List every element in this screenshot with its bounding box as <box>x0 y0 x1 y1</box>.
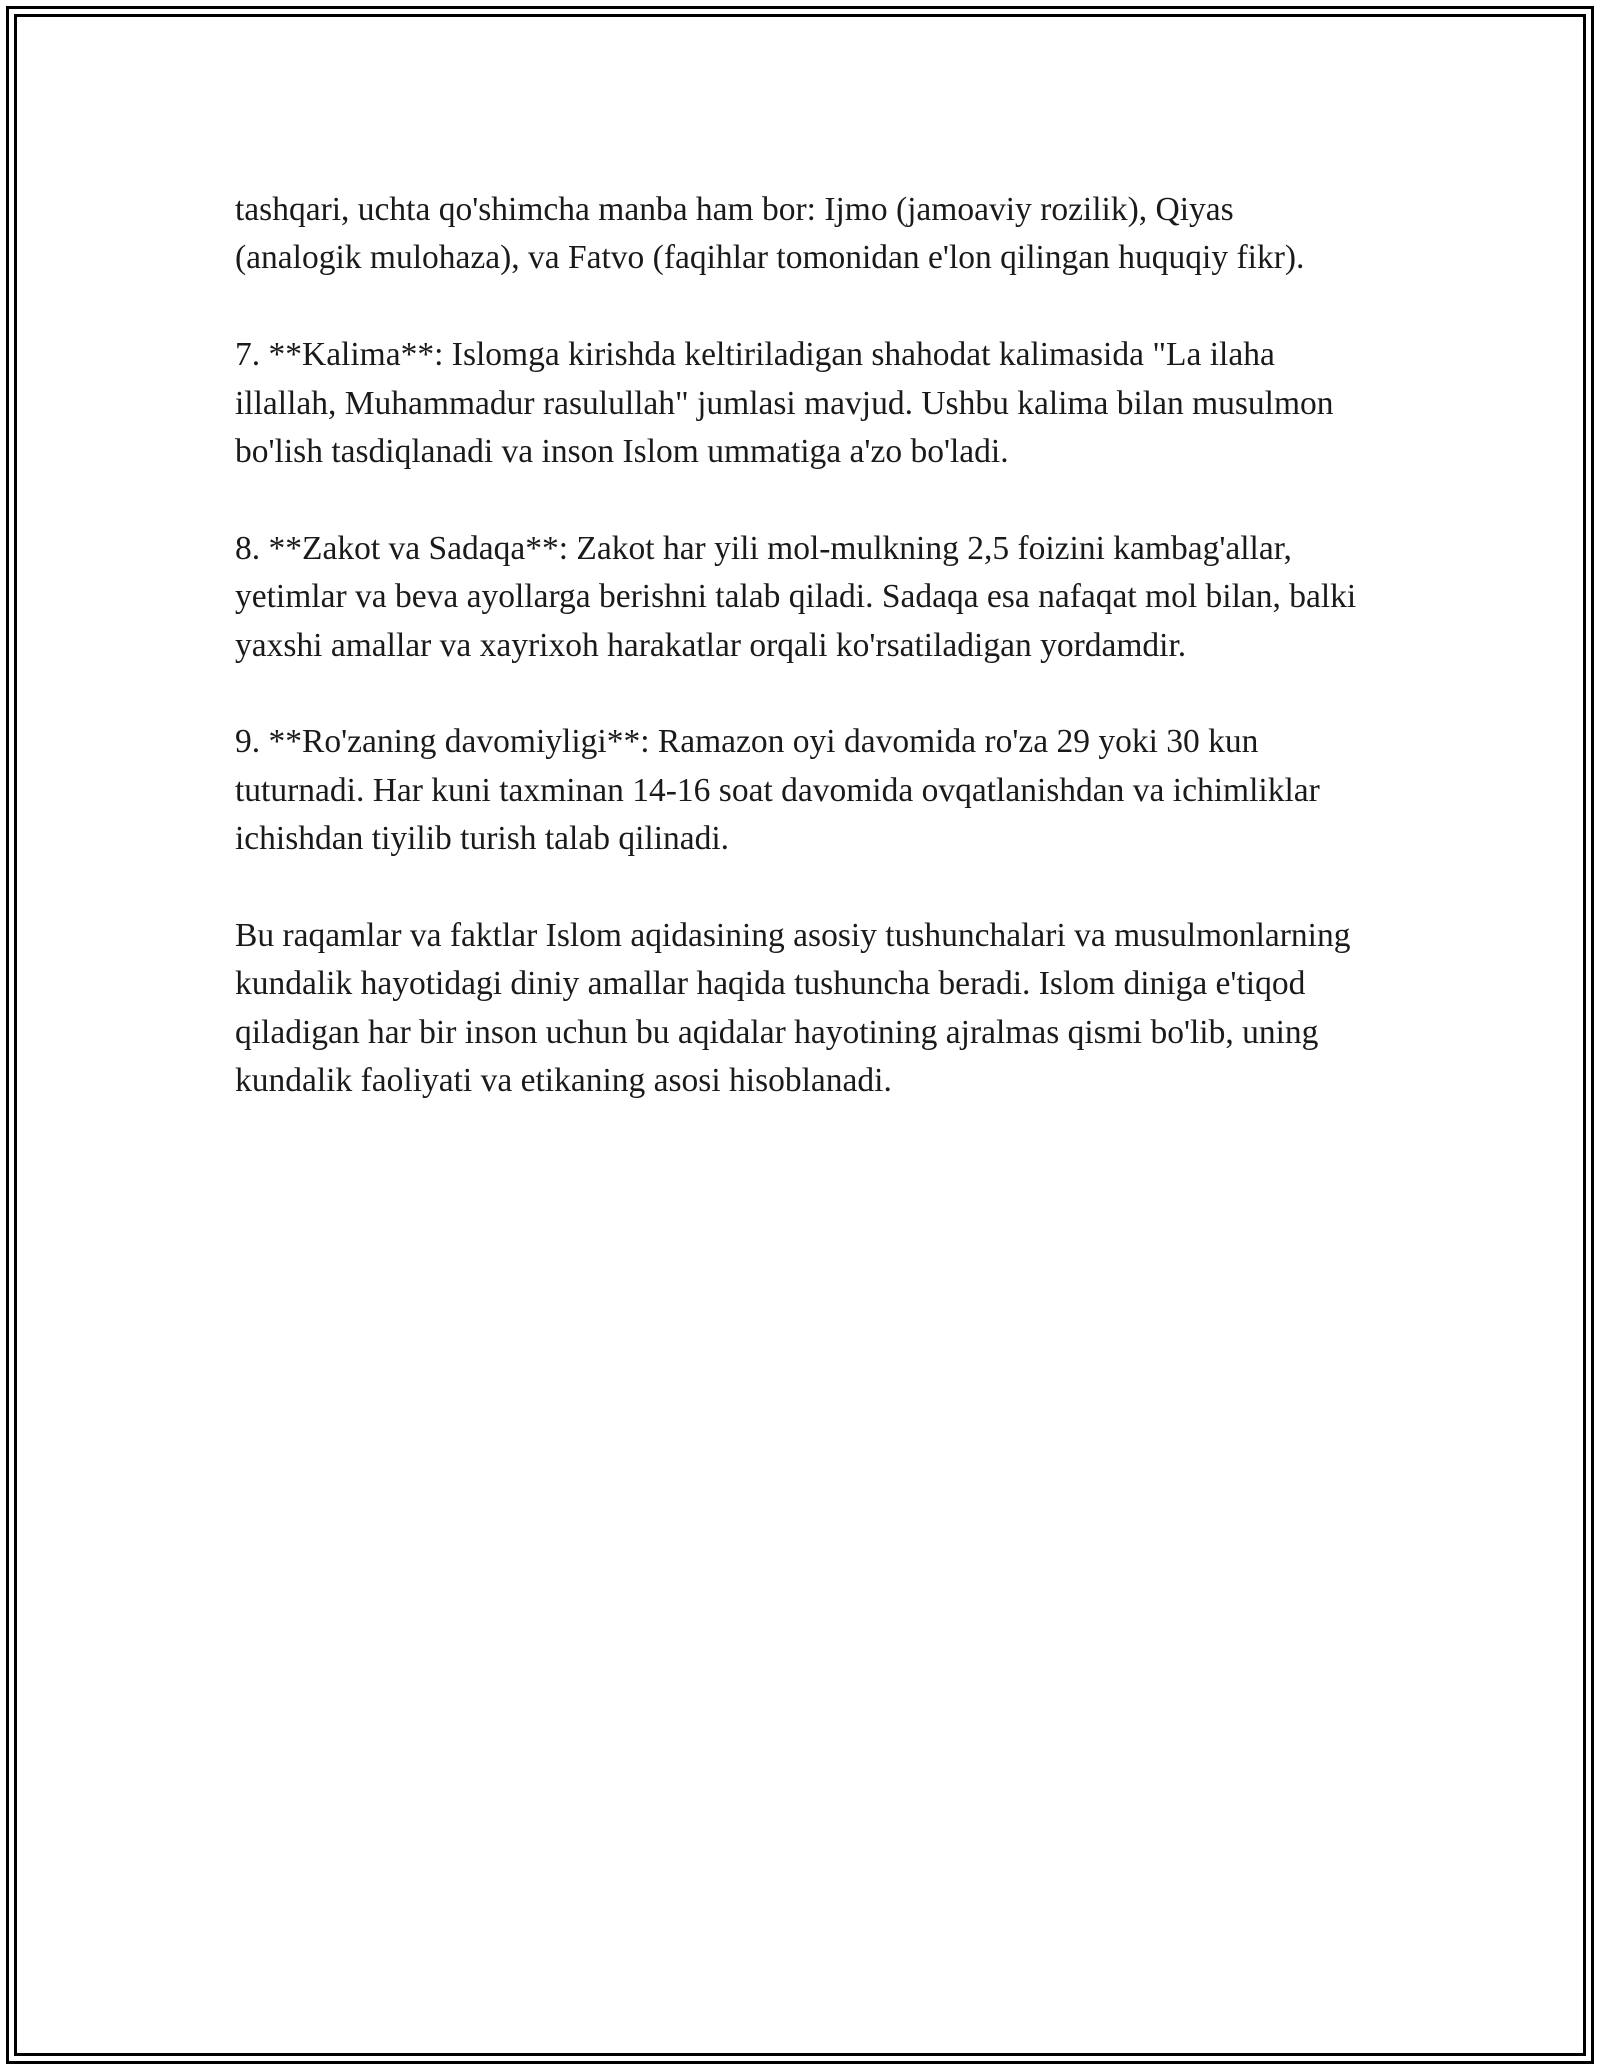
paragraph-roza-duration: 9. **Ro'zaning davomiyligi**: Ramazon oyi davomida ro'za 29 yoki 30 kun tuturnadi. Har kuni taxminan 14-16 soat davomida ovqatlanishdan va ichimliklar ichishdan tiyilib turish talab qilinadi. <box>235 723 1320 858</box>
paragraph-zakot-sadaqa: 8. **Zakot va Sadaqa**: Zakot har yili mol-mulkning 2,5 foizini kambag'allar, yetimlar va beva ayollarga berishni talab qiladi. Sadaqa esa nafaqat mol bilan, balki yaxshi amallar va xayrixoh harakatlar orqali ko'rsatiladigan yordamdir. <box>235 529 1357 664</box>
paragraph-conclusion: Bu raqamlar va faktlar Islom aqidasining asosiy tushunchalari va musulmonlarning kundalik hayotidagi diniy amallar haqida tushuncha beradi. Islom diniga e'tiqod qiladigan har bir inson uchun bu aqidalar hayotining ajralmas qismi bo'lib, uning kundalik faoliyati va etikaning asosi hisoblanadi. <box>235 917 1351 1100</box>
paragraph-sources-continuation: tashqari, uchta qo'shimcha manba ham bor: Ijmo (jamoaviy rozilik), Qiyas (analogik mulohaza), va Fatvo (faqihlar tomonidan e'lon qilingan huquqiy fikr). <box>235 191 1305 277</box>
document-body <box>235 186 1365 1154</box>
paragraph-kalima: 7. **Kalima**: Islomga kirishda keltiriladigan shahodat kalimasida "La ilaha illallah, Muhammadur rasulullah" jumlasi mavjud. Ushbu kalima bilan musulmon bo'lish tasdiqlanadi va inson Islom ummatiga a'zo bo'ladi. <box>235 336 1334 471</box>
